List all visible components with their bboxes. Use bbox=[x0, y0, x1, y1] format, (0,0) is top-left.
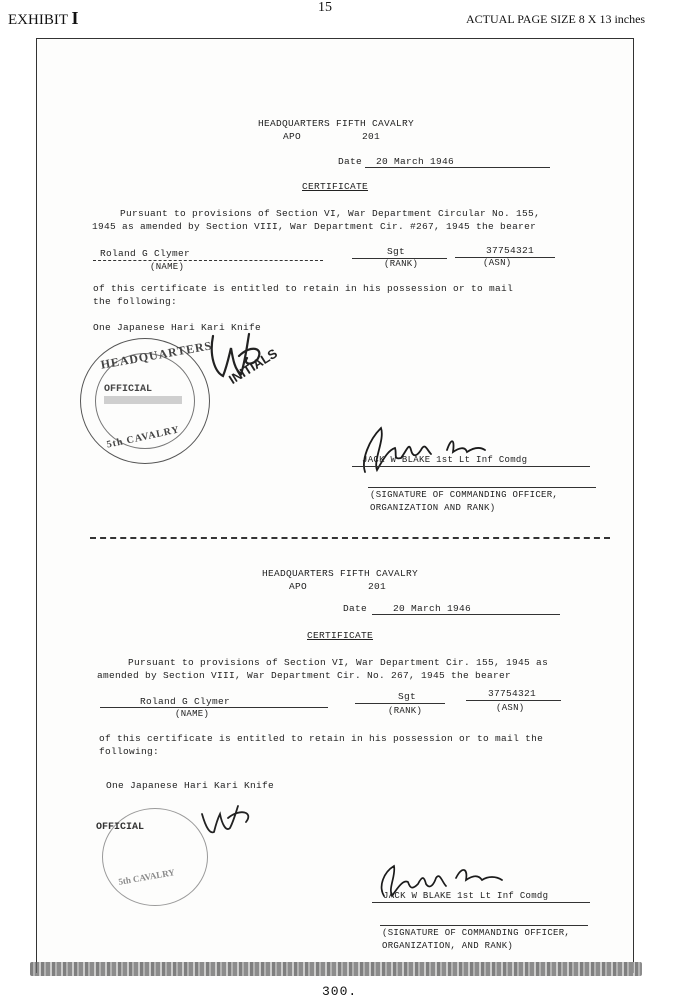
sig-box-line-2: ORGANIZATION, AND RANK) bbox=[382, 941, 514, 951]
signature-underline bbox=[352, 466, 590, 467]
sig-box-top bbox=[380, 925, 588, 926]
apo-number: 201 bbox=[368, 581, 387, 592]
name-value: Roland G Clymer bbox=[140, 696, 231, 707]
item-line: One Japanese Hari Kari Knife bbox=[106, 780, 275, 791]
name-underline bbox=[100, 707, 328, 708]
date-underline bbox=[372, 614, 560, 615]
certificate-title: CERTIFICATE bbox=[307, 630, 374, 641]
signer-line: JACK W BLAKE 1st Lt Inf Comdg bbox=[383, 891, 549, 901]
body-line-2: 1945 as amended by Section VIII, War Department Cir. #267, 1945 the bearer bbox=[92, 221, 537, 232]
sheet-torn-edge bbox=[30, 962, 642, 976]
sig-box-top bbox=[368, 487, 596, 488]
page-size-note: ACTUAL PAGE SIZE 8 X 13 inches bbox=[466, 12, 646, 26]
sig-box-line-2: ORGANIZATION AND RANK) bbox=[370, 503, 496, 513]
signer-line: JACK W BLAKE 1st Lt Inf Comdg bbox=[362, 455, 528, 465]
hq-line: HEADQUARTERS FIFTH CAVALRY bbox=[262, 568, 419, 579]
footer-page-number: 300. bbox=[322, 984, 358, 999]
hq-line: HEADQUARTERS FIFTH CAVALRY bbox=[258, 118, 415, 129]
date-underline bbox=[365, 167, 550, 168]
name-label: (NAME) bbox=[175, 709, 210, 719]
retain-line-1: of this certificate is entitled to retain in his possession or to mail the bbox=[99, 733, 544, 744]
date-value: 20 March 1946 bbox=[376, 156, 455, 167]
apo-label: APO bbox=[289, 581, 308, 592]
date-value: 20 March 1946 bbox=[393, 603, 472, 614]
exhibit-numeral: I bbox=[71, 8, 79, 28]
rank-value: Sgt bbox=[398, 691, 417, 702]
certificate-title: CERTIFICATE bbox=[302, 181, 369, 192]
exhibit-label: EXHIBIT I bbox=[8, 8, 79, 28]
date-label: Date bbox=[343, 603, 368, 614]
body-line-1: Pursuant to provisions of Section VI, War Department Circular No. 155, bbox=[120, 208, 541, 219]
stamp-bottom-text: 5th CAVALRY bbox=[105, 424, 181, 451]
rank-label: (RANK) bbox=[384, 259, 419, 269]
sig-box-line-1: (SIGNATURE OF COMMANDING OFFICER, bbox=[370, 490, 559, 500]
page-number: 15 bbox=[318, 0, 332, 15]
cut-line bbox=[90, 537, 610, 539]
stamp-smudge bbox=[104, 396, 182, 404]
rank-underline bbox=[355, 703, 445, 704]
initials-handwritten-icon bbox=[198, 800, 260, 840]
initials-label: INITIALS bbox=[226, 345, 280, 387]
stamp-top-text: HEADQUARTERS bbox=[99, 338, 214, 372]
rank-label: (RANK) bbox=[388, 706, 423, 716]
sig-box-line-1: (SIGNATURE OF COMMANDING OFFICER, bbox=[382, 928, 571, 938]
name-value: Roland G Clymer bbox=[100, 248, 191, 259]
signature-underline bbox=[372, 902, 590, 903]
retain-line-2: following: bbox=[99, 746, 160, 757]
date-label: Date bbox=[338, 156, 363, 167]
rank-value: Sgt bbox=[387, 246, 406, 257]
body-line-1: Pursuant to provisions of Section VI, War Department Cir. 155, 1945 as bbox=[128, 657, 549, 668]
asn-value: 37754321 bbox=[486, 245, 535, 256]
apo-label: APO bbox=[283, 131, 302, 142]
asn-value: 37754321 bbox=[488, 688, 537, 699]
item-line: One Japanese Hari Kari Knife bbox=[93, 322, 262, 333]
apo-number: 201 bbox=[362, 131, 381, 142]
name-label: (NAME) bbox=[150, 262, 185, 272]
asn-label: (ASN) bbox=[483, 258, 512, 268]
asn-label: (ASN) bbox=[496, 703, 525, 713]
stamp-official-text: OFFICIAL bbox=[104, 384, 153, 395]
retain-line-2: the following: bbox=[93, 296, 178, 307]
asn-underline bbox=[466, 700, 561, 701]
name-underline bbox=[93, 260, 323, 261]
body-line-2: amended by Section VIII, War Department Cir. No. 267, 1945 the bearer bbox=[97, 670, 512, 681]
stamp-bottom-text: 5th CAVALRY bbox=[117, 867, 176, 887]
retain-line-1: of this certificate is entitled to retain in his possession or to mail bbox=[93, 283, 514, 294]
stamp-official-text: OFFICIAL bbox=[96, 822, 145, 833]
signature-icon bbox=[355, 420, 505, 484]
